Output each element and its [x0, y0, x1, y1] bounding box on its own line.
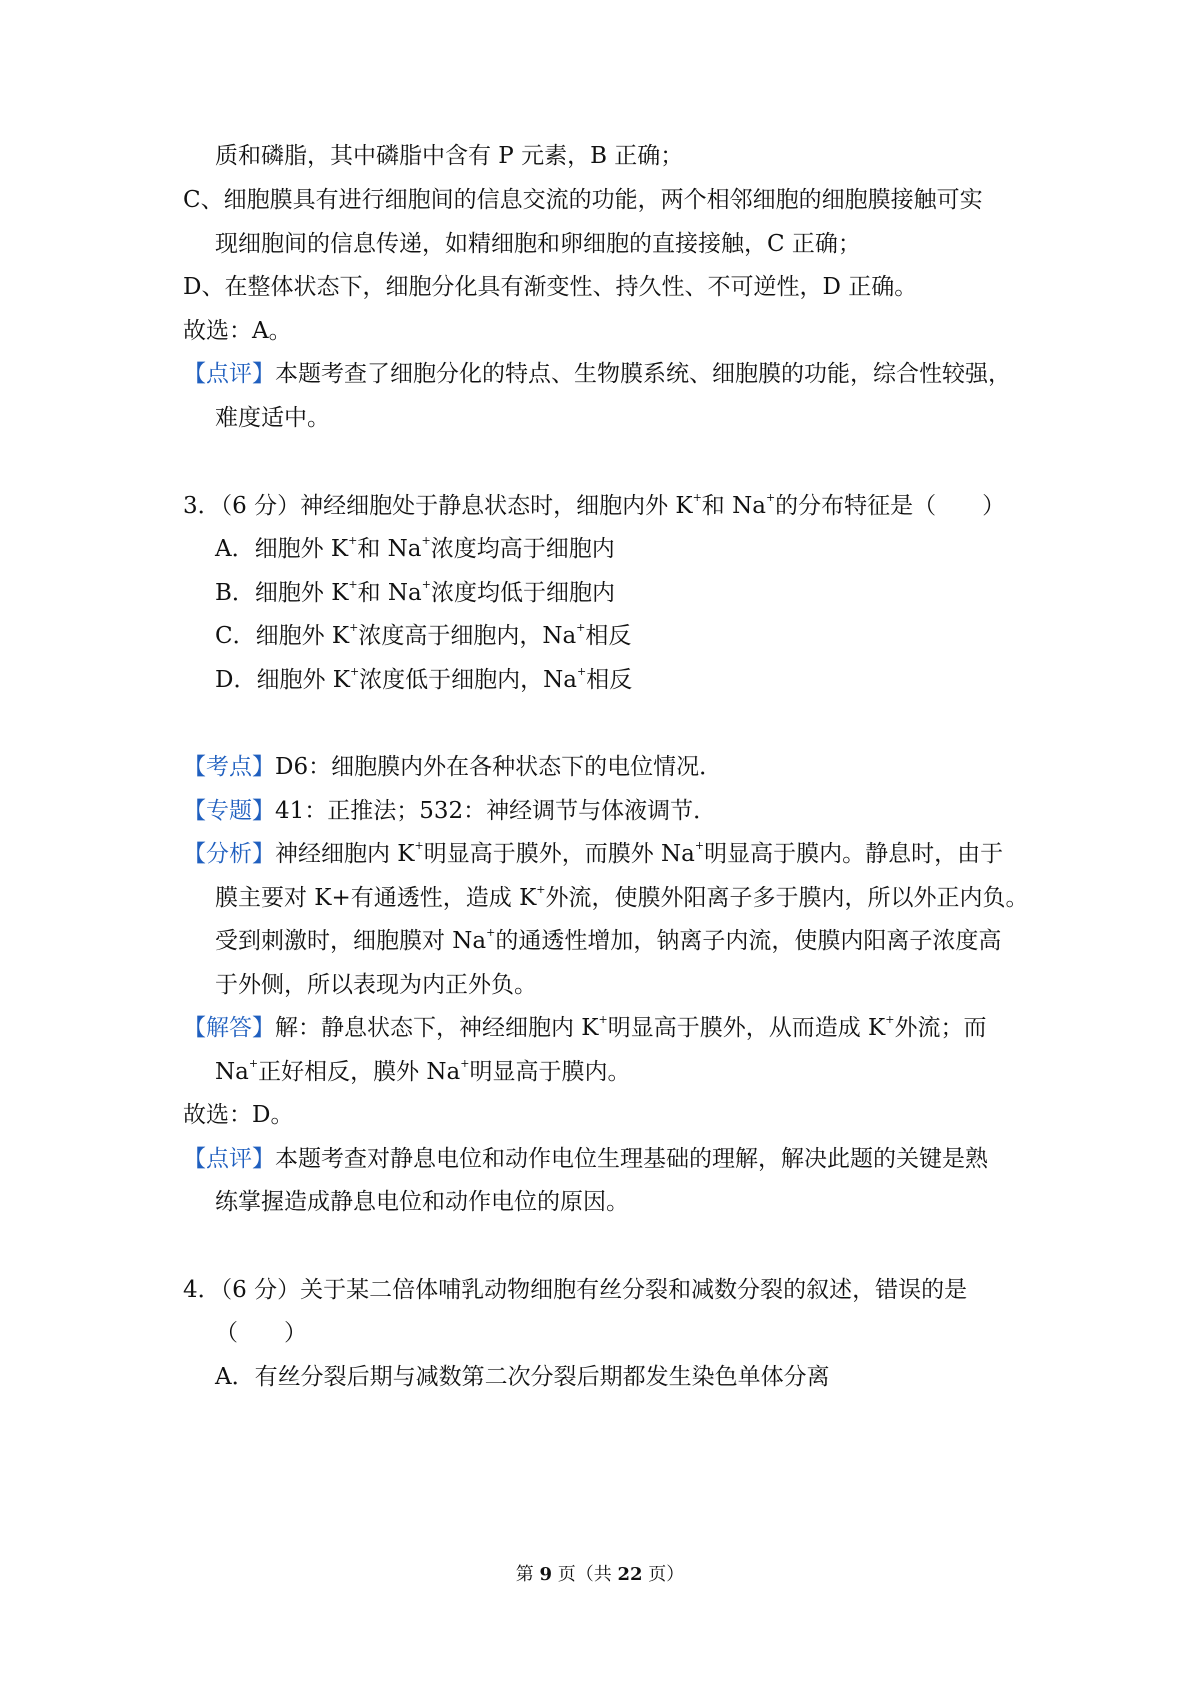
option-a: A．有丝分裂后期与减数第二次分裂后期都发生染色单体分离: [215, 1364, 830, 1390]
comment-line: 难度适中。: [215, 405, 330, 431]
question-3-stem: 3．（6 分）神经细胞处于静息状态时，细胞内外 K+和 Na+的分布特征是（ ）: [183, 491, 1006, 519]
page-number: 9: [539, 1564, 552, 1585]
analysis-line: C、细胞膜具有进行细胞间的信息交流的功能，两个相邻细胞的细胞膜接触可实: [183, 187, 983, 213]
option-d: D．细胞外 K+浓度低于细胞内，Na+相反: [215, 665, 633, 693]
analysis-line: D、在整体状态下，细胞分化具有渐变性、持久性、不可逆性，D 正确。: [183, 274, 918, 300]
answer-line: 故选：A。: [183, 318, 292, 344]
question-4-stem: （ ）: [215, 1320, 307, 1346]
fenxi-line: 于外侧，所以表现为内正外负。: [215, 972, 537, 998]
option-b: B．细胞外 K+和 Na+浓度均低于细胞内: [215, 578, 615, 606]
kaodian-line: 【考点】D6：细胞膜内外在各种状态下的电位情况．: [183, 754, 723, 780]
zhuanti-tag: 【专题】: [183, 798, 275, 824]
jieda-line: 【解答】解：静息状态下，神经细胞内 K+明显高于膜外，从而造成 K+外流；而: [183, 1013, 987, 1041]
jieda-tag: 【解答】: [183, 1015, 275, 1041]
kaodian-tag: 【考点】: [183, 754, 275, 780]
fenxi-tag: 【分析】: [183, 841, 275, 867]
comment-text: 本题考查了细胞分化的特点、生物膜系统、细胞膜的功能，综合性较强，: [275, 361, 1011, 387]
comment-line: 【点评】本题考查对静息电位和动作电位生理基础的理解，解决此题的关键是熟: [183, 1146, 988, 1172]
fenxi-line: 受到刺激时，细胞膜对 Na+的通透性增加，钠离子内流，使膜内阳离子浓度高: [215, 926, 1002, 954]
comment-tag: 【点评】: [183, 361, 275, 387]
fenxi-line: 膜主要对 K+有通透性，造成 K+外流，使膜外阳离子多于膜内，所以外正内负。: [215, 883, 1029, 911]
comment-line: 练掌握造成静息电位和动作电位的原因。: [215, 1189, 629, 1215]
option-a: A．细胞外 K+和 Na+浓度均高于细胞内: [215, 534, 615, 562]
comment-line: [183, 358, 1033, 390]
fenxi-line: 【分析】神经细胞内 K+明显高于膜外，而膜外 Na+明显高于膜内。静息时，由于: [183, 839, 1004, 867]
page-footer: 第 9 页（共 22 页）: [515, 1564, 685, 1585]
analysis-line: 质和磷脂，其中磷脂中含有 P 元素，B 正确；: [215, 143, 684, 169]
zhuanti-line: 【专题】41：正推法；532：神经调节与体液调节．: [183, 798, 717, 824]
question-4-stem: 4．（6 分）关于某二倍体哺乳动物细胞有丝分裂和减数分裂的叙述，错误的是: [183, 1277, 968, 1303]
answer-line: 故选：D。: [183, 1102, 294, 1128]
option-c: C．细胞外 K+浓度高于细胞内，Na+相反: [215, 621, 632, 649]
jieda-line: Na+正好相反，膜外 Na+明显高于膜内。: [215, 1057, 631, 1085]
page-total: 22: [617, 1564, 643, 1585]
analysis-line: 现细胞间的信息传递，如精细胞和卵细胞的直接接触，C 正确；: [215, 231, 861, 257]
comment-tag: 【点评】: [183, 1146, 275, 1172]
